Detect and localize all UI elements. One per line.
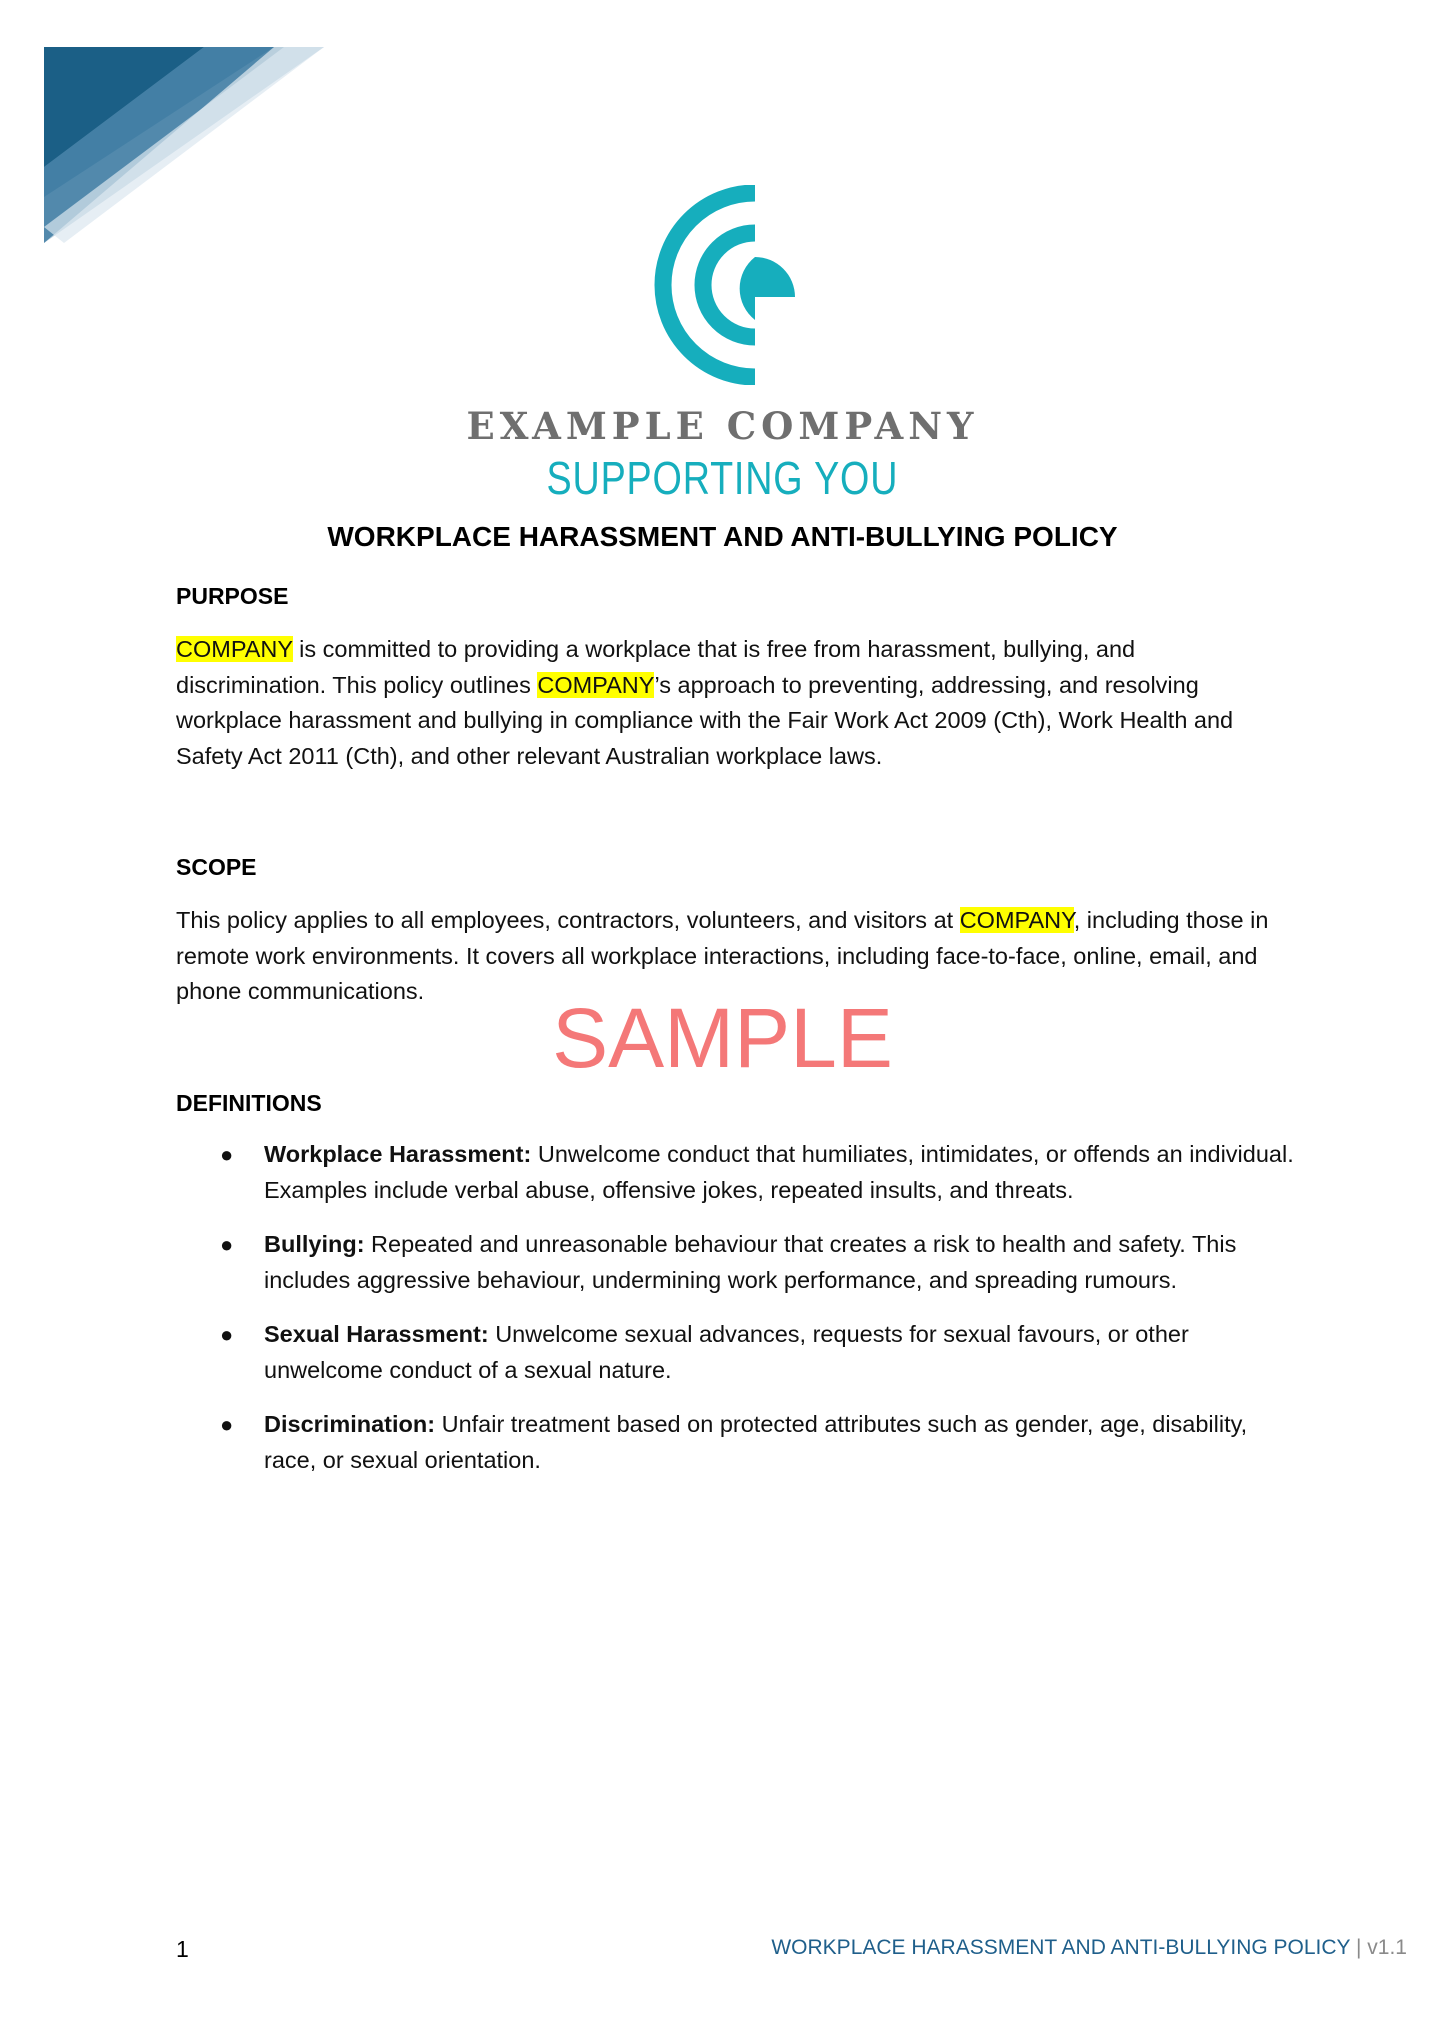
definition-text: Repeated and unreasonable behaviour that creates a risk to health and safety. This includes aggressive behaviour, undermining work performance, and spreading rumours. xyxy=(264,1231,1237,1293)
definition-term: Discrimination: xyxy=(264,1411,436,1437)
document-title: WORKPLACE HARASSMENT AND ANTI-BULLYING POLICY xyxy=(327,521,1118,552)
company-placeholder: COMPANY xyxy=(959,907,1074,933)
definition-term: Sexual Harassment: xyxy=(264,1321,489,1347)
definition-text: Unwelcome sexual advances, requests for sexual favours, or other unwelcome conduct of a sexual nature. xyxy=(264,1321,1189,1383)
company-logo-icon xyxy=(640,185,810,385)
list-item xyxy=(176,1227,1296,1298)
purpose-text: is committed to providing a workplace that is free from harassment, bullying, and discrimination. This policy outlines xyxy=(176,636,1136,698)
footer-title: WORKPLACE HARASSMENT AND ANTI-BULLYING POLICY xyxy=(771,1936,1351,1959)
page-number: 1 xyxy=(176,1936,189,1962)
corner-decoration xyxy=(44,47,324,243)
list-item xyxy=(176,1317,1296,1388)
definitions-list xyxy=(176,1137,1296,1497)
bullet-icon: ● xyxy=(220,1322,234,1347)
purpose-text: ’s approach to preventing, addressing, and resolving workplace harassment and bullying in compliance with the Fair Work Act 2009 (Cth), Work Health and Safety Act 2011 (Cth), and other relevant Australian workplace laws. xyxy=(176,671,1234,769)
footer-title-block xyxy=(771,1936,1407,1960)
bullet-icon: ● xyxy=(220,1232,234,1257)
list-item xyxy=(176,1137,1296,1208)
sample-watermark: SAMPLE xyxy=(552,991,893,1085)
bullet-icon: ● xyxy=(220,1142,234,1167)
purpose-paragraph xyxy=(176,632,1286,774)
purpose-heading: PURPOSE xyxy=(176,583,289,609)
footer-separator: | xyxy=(1350,1936,1368,1959)
definition-text: Unfair treatment based on protected attributes such as gender, age, disability, race, or sexual orientation. xyxy=(264,1411,1248,1473)
company-tagline: SUPPORTING YOU xyxy=(546,452,899,504)
scope-heading: SCOPE xyxy=(176,854,257,880)
company-placeholder: COMPANY xyxy=(176,636,293,662)
definition-term: Workplace Harassment: xyxy=(264,1141,532,1167)
scope-text: , including those in remote work environments. It covers all workplace interactions, including face-to-face, online, email, and phone communications. xyxy=(176,907,1269,1004)
definitions-heading: DEFINITIONS xyxy=(176,1090,322,1116)
definition-text: Unwelcome conduct that humiliates, intimidates, or offends an individual. Examples include verbal abuse, offensive jokes, repeated insults, and threats. xyxy=(264,1141,1294,1203)
footer-version: v1.1 xyxy=(1367,1936,1407,1959)
list-item xyxy=(176,1407,1296,1478)
scope-text: This policy applies to all employees, contractors, volunteers, and visitors at xyxy=(176,907,960,933)
company-name: EXAMPLE COMPANY xyxy=(466,404,979,448)
company-placeholder: COMPANY xyxy=(537,671,655,698)
bullet-icon: ● xyxy=(220,1412,234,1437)
definition-term: Bullying: xyxy=(264,1231,365,1257)
